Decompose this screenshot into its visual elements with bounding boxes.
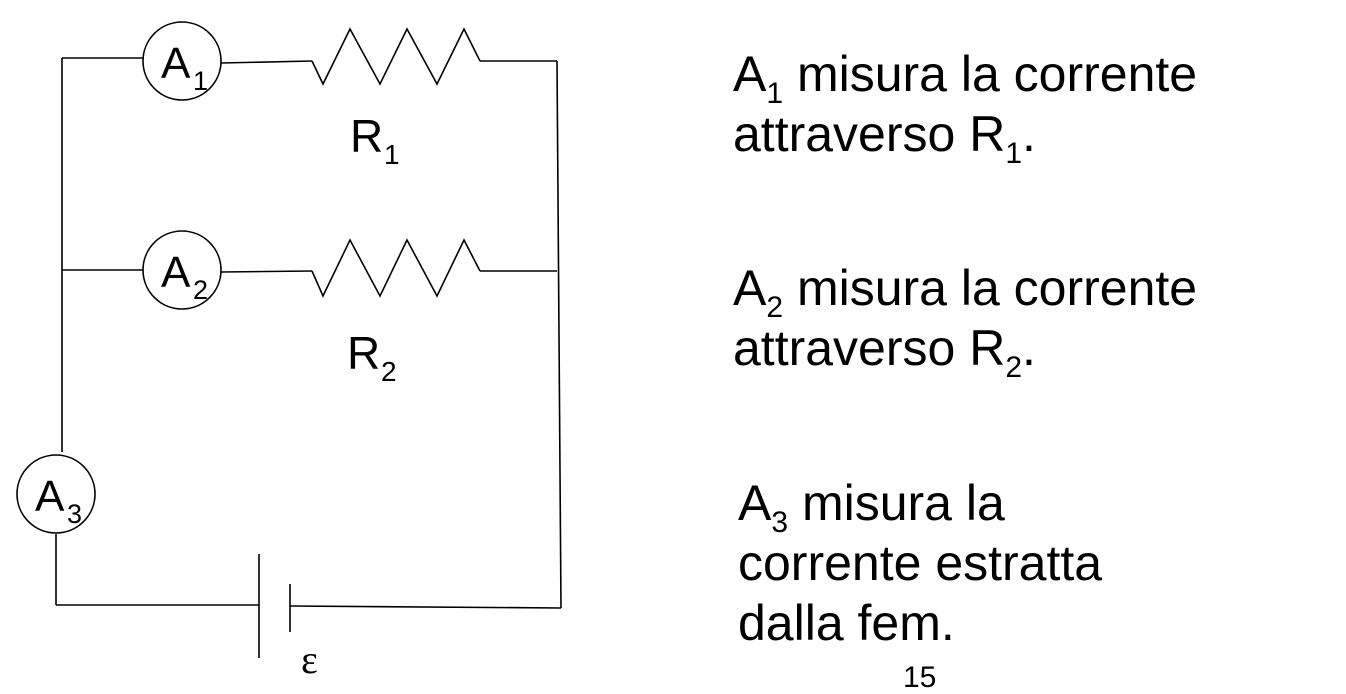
ammeter-a2-letter: A	[161, 248, 191, 297]
resistor-r2-zigzag	[312, 240, 480, 296]
statement-a3	[738, 473, 1102, 653]
ammeter-a1-letter: A	[161, 39, 191, 88]
resistor-r2-letter: R	[347, 327, 381, 379]
statement-a2	[733, 258, 1198, 384]
resistor-r1-zigzag	[312, 29, 480, 84]
branch1-wire-mid	[221, 61, 312, 63]
statement-a1-line-2: attraverso $R_1$.	[733, 106, 1036, 170]
branch2-wire-mid	[221, 271, 312, 272]
statement-a1-line-1: $A_1$ misura la corrente	[733, 46, 1198, 110]
right-wire	[557, 61, 561, 608]
ammeter-a1	[143, 22, 221, 100]
ammeter-a3	[17, 455, 95, 533]
ammeter-a3-index: 3	[67, 499, 83, 529]
resistor-r1-label	[350, 110, 400, 170]
emf-symbol: ε	[301, 637, 318, 682]
slide-number: 15	[903, 661, 937, 694]
ammeter-a3-letter: A	[35, 472, 65, 521]
statement-a2-line-1: $A_2$ misura la corrente	[733, 260, 1198, 324]
ammeter-a1-index: 1	[193, 66, 209, 96]
statement-a1	[733, 44, 1198, 170]
statement-a3-line-3: dalla fem.	[738, 595, 955, 651]
ammeter-a2-index: 2	[193, 275, 209, 305]
resistor-r2-index: 2	[381, 356, 397, 387]
resistor-r1-index: 1	[384, 139, 400, 170]
bottom-wire-right	[290, 606, 561, 608]
statement-a3-line-2: corrente estratta	[738, 535, 1103, 591]
resistor-r1-letter: R	[350, 110, 384, 162]
statement-a3-line-1: $A_3$ misura la	[738, 475, 1005, 539]
statement-a2-line-2: attraverso $R_2$.	[733, 320, 1036, 384]
ammeter-a2	[143, 231, 221, 309]
resistor-r2-label	[347, 327, 397, 387]
